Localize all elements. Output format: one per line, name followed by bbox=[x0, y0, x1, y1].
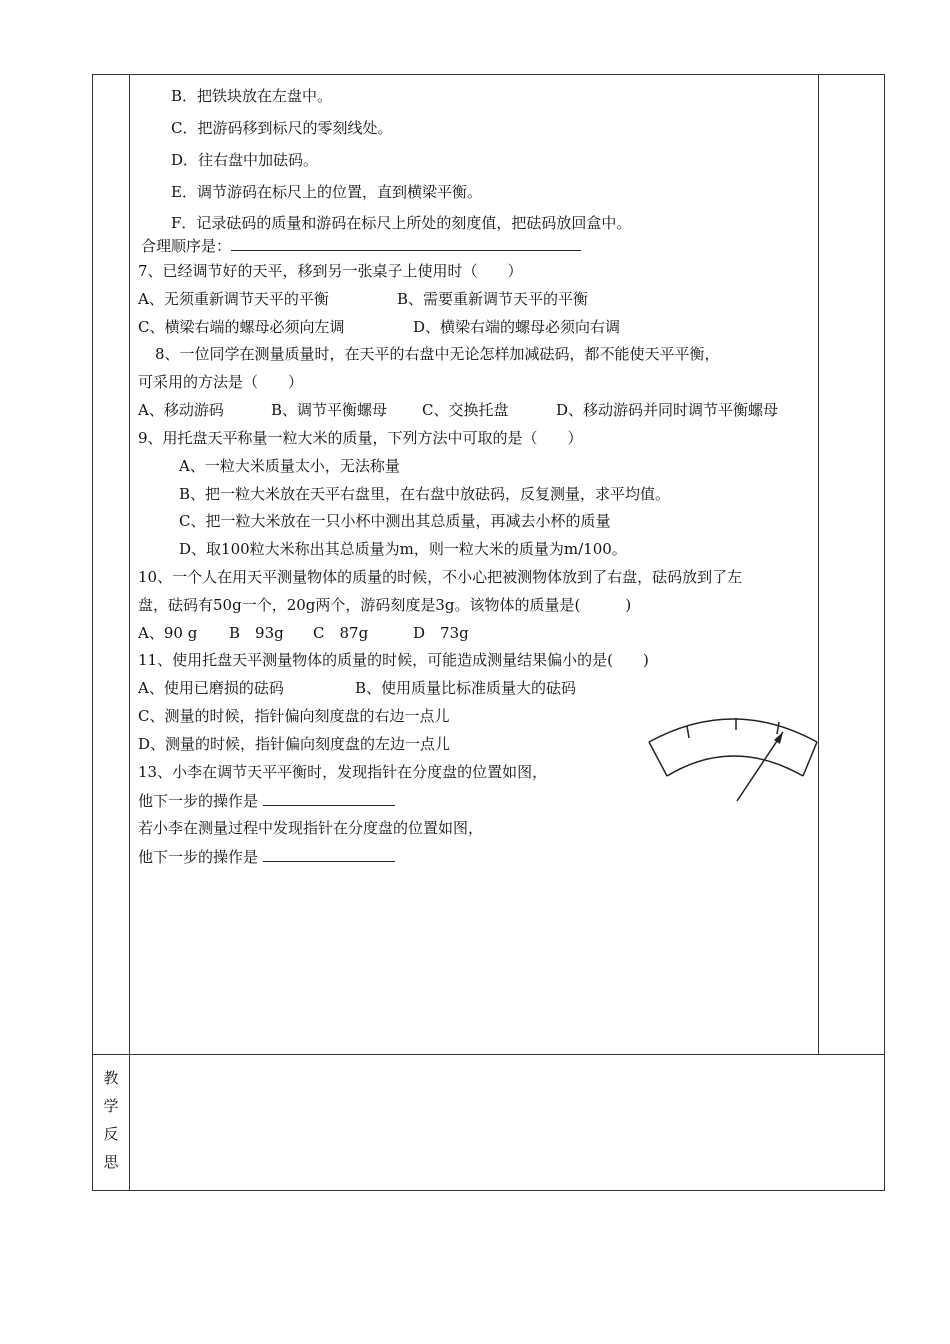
q13-next-step-1 bbox=[138, 790, 395, 811]
q7-option-d: D、横梁右端的螺母必须向右调 bbox=[413, 318, 621, 336]
q10-option-b: B 93g bbox=[229, 624, 284, 642]
dial-left-edge bbox=[649, 742, 667, 776]
table-divider-left bbox=[129, 74, 130, 1191]
q6-option-f: F．记录砝码的质量和游码在标尺上所处的刻度值，把砝码放回盒中。 bbox=[171, 214, 632, 232]
reflection-char-1: 教 bbox=[103, 1069, 119, 1087]
q6-order-line bbox=[141, 235, 581, 256]
q13-next-step-1-label: 他下一步的操作是 bbox=[138, 792, 259, 810]
reflection-char-4: 思 bbox=[103, 1153, 119, 1171]
q7-stem: 7、已经调节好的天平，移到另一张桌子上使用时（ ） bbox=[138, 262, 523, 280]
q10-option-d: D 73g bbox=[413, 624, 469, 642]
q11-option-c: C、测量的时候，指针偏向刻度盘的右边一点儿 bbox=[138, 707, 450, 725]
q8-option-b: B、调节平衡螺母 bbox=[271, 401, 388, 419]
q8-option-a: A、移动游码 bbox=[138, 401, 224, 419]
dial-right-edge bbox=[803, 742, 817, 776]
q7-option-a: A、无须重新调节天平的平衡 bbox=[138, 290, 329, 308]
dial-tick-1 bbox=[687, 726, 689, 738]
reflection-content-area[interactable] bbox=[131, 1056, 883, 1189]
reflection-char-3: 反 bbox=[103, 1125, 119, 1143]
q10-stem-line1: 10、一个人在用天平测量物体的质量的时候，不小心把被测物体放到了右盘，砝码放到了左 bbox=[138, 568, 743, 586]
q13-stem-line2: 若小李在测量过程中发现指针在分度盘的位置如图， bbox=[138, 819, 484, 837]
q13-answer-blank-2[interactable] bbox=[263, 846, 395, 862]
pointer-scale-dial-icon bbox=[637, 700, 829, 803]
q13-stem-line1: 13、小李在调节天平平衡时，发现指针在分度盘的位置如图， bbox=[138, 763, 548, 781]
q11-option-a: A、使用已磨损的砝码 bbox=[138, 679, 284, 697]
q9-option-b: B、把一粒大米放在天平右盘里，在右盘中放砝码，反复测量，求平均值。 bbox=[179, 485, 671, 503]
q10-stem-line2: 盘，砝码有50g一个，20g两个，游码刻度是3g。该物体的质量是( ) bbox=[138, 596, 632, 614]
q8-option-d: D、移动游码并同时调节平衡螺母 bbox=[556, 401, 779, 419]
dial-inner-arc bbox=[667, 756, 803, 776]
q13-next-step-2-label: 他下一步的操作是 bbox=[138, 848, 259, 866]
q11-stem: 11、使用托盘天平测量物体的质量的时候，可能造成测量结果偏小的是( ) bbox=[138, 651, 649, 669]
dial-outer-arc bbox=[649, 719, 817, 742]
q6-option-e: E．调节游码在标尺上的位置，直到横梁平衡。 bbox=[171, 183, 482, 201]
q9-stem: 9、用托盘天平称量一粒大米的质量，下列方法中可取的是（ ） bbox=[138, 429, 583, 447]
dial-tick-3 bbox=[777, 722, 779, 734]
q7-option-c: C、横梁右端的螺母必须向左调 bbox=[138, 318, 345, 336]
q6-option-d: D．往右盘中加砝码。 bbox=[171, 151, 319, 169]
reflection-char-2: 学 bbox=[103, 1097, 119, 1115]
q6-order-blank[interactable] bbox=[231, 235, 581, 251]
q11-option-b: B、使用质量比标准质量大的砝码 bbox=[355, 679, 577, 697]
q9-option-c: C、把一粒大米放在一只小杯中测出其总质量，再减去小杯的质量 bbox=[179, 512, 611, 530]
q8-option-c: C、交换托盘 bbox=[422, 401, 509, 419]
q8-stem-line1: 8、一位同学在测量质量时，在天平的右盘中无论怎样加减砝码，都不能使天平平衡， bbox=[155, 345, 720, 363]
q6-option-c: C．把游码移到标尺的零刻线处。 bbox=[171, 119, 393, 137]
q10-option-c: C 87g bbox=[313, 624, 369, 642]
q11-option-d: D、测量的时候，指针偏向刻度盘的左边一点儿 bbox=[138, 735, 451, 753]
q9-option-d: D、取100粒大米称出其总质量为m，则一粒大米的质量为m/100。 bbox=[179, 540, 627, 558]
q8-stem-line2: 可采用的方法是（ ） bbox=[138, 373, 304, 391]
table-divider-row bbox=[92, 1054, 885, 1055]
table-divider-right bbox=[818, 74, 819, 1054]
q7-option-b: B、需要重新调节天平的平衡 bbox=[397, 290, 589, 308]
dial-pointer bbox=[737, 732, 783, 801]
q10-option-a: A、90 g bbox=[138, 624, 198, 642]
q6-order-label: 合理顺序是： bbox=[141, 237, 232, 255]
q13-next-step-2 bbox=[138, 846, 395, 867]
q9-option-a: A、一粒大米质量太小，无法称量 bbox=[179, 457, 400, 475]
q6-option-b: B．把铁块放在左盘中。 bbox=[171, 87, 333, 105]
q13-answer-blank-1[interactable] bbox=[263, 790, 395, 806]
